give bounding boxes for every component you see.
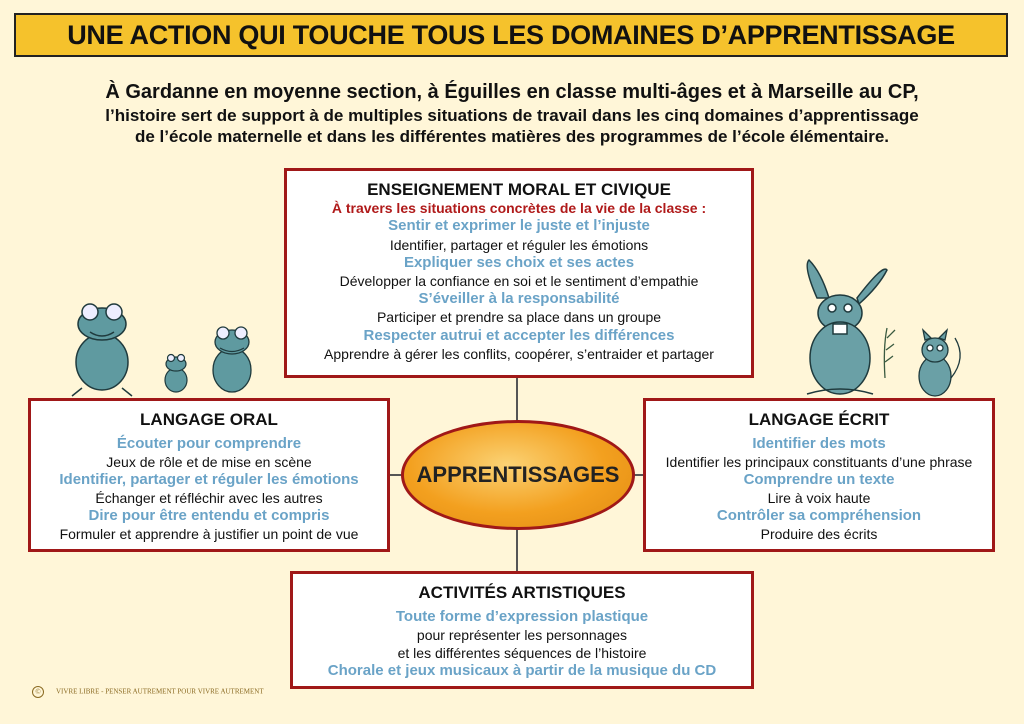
center-ellipse: APPRENTISSAGES [401, 420, 635, 530]
moral-line: Identifier, partager et réguler les émotions [389, 236, 649, 253]
intro-line-2: l’histoire sert de support à de multiples situations de travail dans les cinq domaines d’apprentissage [105, 106, 919, 125]
footer [32, 686, 264, 698]
oral-heading: LANGAGE ORAL [140, 410, 278, 429]
ecrit-line: Produire des écrits [760, 526, 878, 542]
ecrit-line: Contrôler sa compréhension [716, 507, 922, 524]
art-heading: ACTIVITÉS ARTISTIQUES [418, 583, 626, 602]
moral-civic-box [284, 168, 754, 378]
written-language-box [643, 398, 995, 552]
moral-line: Participer et prendre sa place dans un groupe [376, 309, 662, 326]
intro-line-1: À Gardanne en moyenne section, à Éguilles en classe multi-âges et à Marseille au CP, [105, 81, 919, 103]
ecrit-line: Identifier les principaux constituants d’une phrase [665, 454, 973, 470]
intro-line-3: de l’école maternelle et dans les différentes matières des programmes de l’école élémentaire. [135, 127, 889, 146]
connector-bottom [516, 529, 518, 572]
ecrit-line: Lire à voix haute [767, 490, 871, 506]
connector-top [516, 378, 518, 422]
frog-medium-icon [213, 327, 251, 392]
ecrit-line: Comprendre un texte [743, 471, 895, 488]
plant-icon [884, 328, 895, 378]
rabbit-icon [807, 260, 887, 394]
oral-line: Jeux de rôle et de mise en scène [106, 454, 312, 470]
artistic-activities-box [290, 571, 754, 689]
oral-language-box [28, 398, 390, 552]
ecrit-heading: LANGAGE ÉCRIT [748, 410, 890, 429]
oral-line: Échanger et réfléchir avec les autres [95, 490, 323, 506]
moral-line: Sentir et exprimer le juste et l’injuste [388, 217, 650, 235]
art-line: Toute forme d’expression plastique [395, 608, 649, 625]
frogs-illustration [62, 300, 272, 400]
art-line: et les différentes séquences de l’histoire [397, 645, 647, 661]
oral-line: Formuler et apprendre à justifier un point de vue [59, 526, 359, 542]
intro-text [20, 80, 1004, 147]
moral-line: Apprendre à gérer les conflits, coopérer, s’entraider et partager [324, 345, 714, 362]
copyright-symbol: © [32, 686, 44, 698]
art-line: Chorale et jeux musicaux à partir de la musique du CD [327, 662, 717, 679]
moral-subheading: À travers les situations concrètes de la vie de la classe : [331, 200, 707, 217]
moral-line: Respecter autrui et accepter les différences [363, 326, 675, 344]
page-title: UNE ACTION QUI TOUCHE TOUS LES DOMAINES D’APPRENTISSAGE [14, 13, 1008, 57]
moral-line: Expliquer ses choix et ses actes [403, 253, 635, 271]
moral-line: S’éveiller à la responsabilité [418, 290, 620, 308]
moral-line: Développer la confiance en soi et le sentiment d’empathie [339, 273, 699, 290]
frog-small-icon [165, 355, 187, 393]
footer-text: VIVRE LIBRE - PENSER AUTREMENT POUR VIVRE AUTREMENT [56, 687, 264, 696]
ecrit-line: Identifier des mots [752, 435, 886, 452]
frog-icon [72, 304, 132, 396]
oral-line: Dire pour être entendu et compris [88, 507, 330, 524]
oral-line: Identifier, partager et réguler les émotions [59, 471, 359, 488]
oral-line: Écouter pour comprendre [116, 435, 302, 452]
squirrel-icon [919, 330, 960, 396]
art-line: pour représenter les personnages [416, 627, 628, 643]
rabbit-squirrel-illustration [795, 258, 970, 398]
moral-heading: ENSEIGNEMENT MORAL ET CIVIQUE [367, 180, 671, 199]
